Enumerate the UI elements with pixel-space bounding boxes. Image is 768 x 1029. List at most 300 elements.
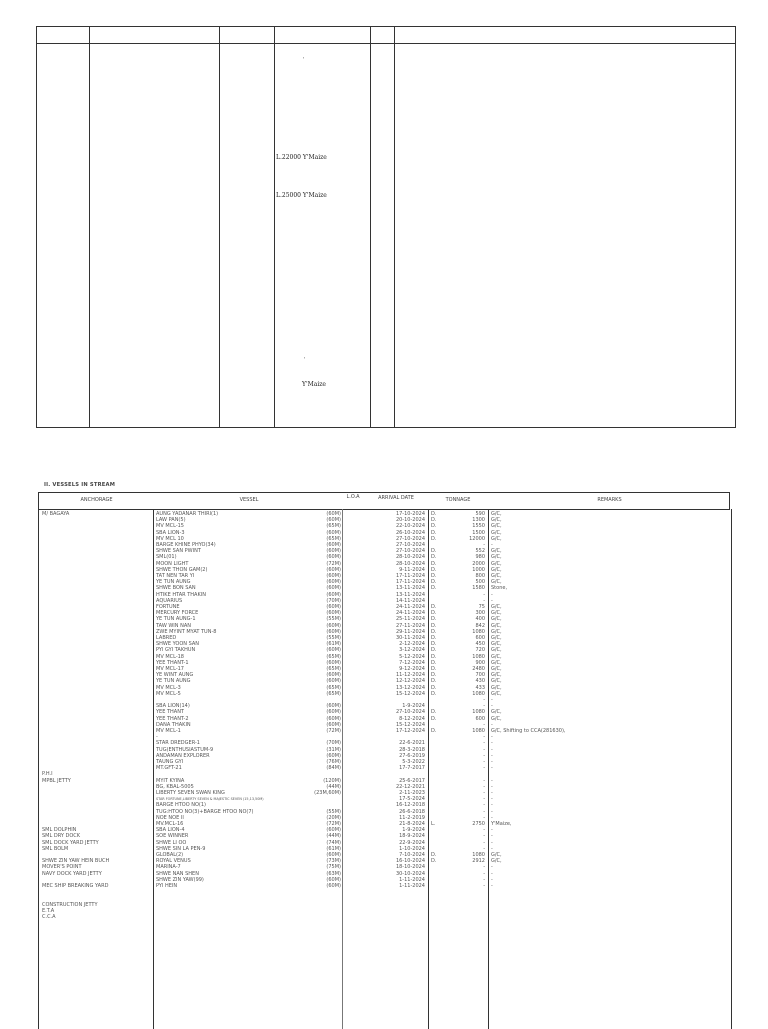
- cell-vessel: SHWE NAN SHEN: [156, 870, 199, 877]
- cell-rem: G/C,: [491, 511, 502, 517]
- maize-note: Y'Maize: [302, 381, 326, 388]
- cell-vessel: YEE THANT-2: [156, 715, 189, 722]
- cell-vessel: LIBERTY SEVEN SWAN KING: [156, 790, 225, 796]
- cell-ton: 430: [475, 678, 485, 685]
- table-row: [39, 796, 731, 802]
- cell-date: 27-10-2024: [395, 542, 425, 548]
- cell-vessel: HTIKE HTAR THAKIN: [156, 591, 206, 598]
- cell-date: 17-5-2024: [399, 796, 425, 803]
- cell-date: 28-10-2024: [395, 554, 425, 561]
- cell-type: D.: [431, 560, 437, 567]
- table-row: [39, 747, 731, 753]
- cell-date: 16-12-2018: [395, 802, 425, 809]
- cell-date: 1-10-2024: [399, 845, 425, 852]
- cell-date: 9-11-2024: [399, 566, 425, 573]
- cell-date: 27-10-2024: [395, 535, 425, 542]
- cell-type: D.: [431, 604, 437, 610]
- header-tonnage: TONNAGE: [445, 497, 471, 503]
- table-row: [39, 765, 731, 771]
- cell-ton: 1500: [472, 529, 485, 536]
- cell-vessel: ZWE MYINT MYAT TUN-8: [156, 628, 217, 635]
- cell-vessel: MV MCL-17: [156, 666, 184, 672]
- table-row: [39, 852, 731, 858]
- table-row: [39, 784, 731, 790]
- cell-date: 15-12-2024: [395, 721, 425, 728]
- cell-loa: (60M): [326, 566, 341, 573]
- cell-date: 5-12-2024: [399, 653, 425, 660]
- top-table-header-line: [37, 43, 735, 44]
- cell-type: D.: [431, 690, 437, 697]
- cell-ton: -: [483, 591, 485, 598]
- table-row: [39, 604, 731, 610]
- cell-date: 1-11-2024: [399, 876, 425, 883]
- cell-vessel: SHWE LI OO: [156, 839, 187, 846]
- cell-date: 24-11-2024: [395, 604, 425, 610]
- cell-loa: (76M): [326, 759, 341, 765]
- cell-rem: G/C,: [491, 659, 502, 666]
- cell-vessel: LAW PAN(5): [156, 517, 186, 524]
- cell-loa: (73M): [326, 858, 341, 865]
- table-row: [39, 734, 731, 740]
- table-row: [39, 666, 731, 672]
- cell-ton: 842: [475, 622, 485, 629]
- cell-date: 1-9-2024: [402, 703, 425, 710]
- cell-date: 17-11-2024: [395, 573, 425, 579]
- cell-date: 5-3-2022: [402, 759, 425, 765]
- cell-rem: G/C,: [491, 647, 502, 654]
- cell-rem: G/C,: [491, 666, 502, 672]
- cell-type: D.: [431, 511, 437, 517]
- cell-loa: (70M): [326, 597, 341, 604]
- cell-loa: (60M): [326, 548, 341, 555]
- anchorage-label: MPBL JETTY: [42, 777, 71, 784]
- cell-rem: G/C,: [491, 690, 502, 697]
- table-row: [39, 660, 731, 666]
- cell-rem: G/C,: [491, 858, 502, 865]
- cell-ton: 500: [475, 579, 485, 586]
- cell-loa: (60M): [326, 511, 341, 517]
- cell-loa: (61M): [326, 845, 341, 852]
- cell-rem: -: [491, 777, 493, 784]
- cell-ton: -: [483, 759, 485, 765]
- cell-rem: -: [491, 808, 493, 815]
- cell-ton: 450: [475, 641, 485, 648]
- table-body: [38, 509, 732, 1029]
- table-row: [39, 536, 731, 542]
- cell-ton: -: [483, 870, 485, 877]
- cell-ton: -: [483, 814, 485, 821]
- cell-date: 22-6-2021: [399, 740, 425, 747]
- table-row: [39, 592, 731, 598]
- cell-rem: G/C,: [491, 616, 502, 623]
- anchorage-label: MEC SHIP BREAKING YARD: [42, 883, 109, 889]
- vessels-in-stream-table: [38, 492, 730, 1024]
- cell-date: 1-11-2024: [399, 883, 425, 889]
- cell-ton: -: [483, 703, 485, 710]
- cell-loa: (44M): [326, 783, 341, 790]
- cell-loa: (23M,60M): [314, 790, 341, 796]
- cell-vessel: AQUARIUS: [156, 597, 183, 604]
- cell-loa: (60M): [326, 542, 341, 548]
- cell-loa: (65M): [326, 653, 341, 660]
- cell-ton: 400: [475, 616, 485, 623]
- cell-loa: (72M): [326, 728, 341, 734]
- cell-ton: -: [483, 802, 485, 809]
- table-row: [39, 809, 731, 815]
- cell-rem: G/C,: [491, 852, 502, 858]
- header-anchorage: ANCHORAGE: [80, 497, 113, 503]
- cell-vessel: ANDAMAN EXPLORER: [156, 752, 210, 759]
- cell-type: D.: [431, 573, 437, 579]
- cell-rem: G/C, Shifting to CCA(281630),: [491, 728, 566, 734]
- cell-rem: -: [491, 752, 493, 759]
- cell-vessel: SML(01): [156, 554, 177, 561]
- cell-loa: (60M): [326, 827, 341, 834]
- table-row: [39, 641, 731, 647]
- table-row: [39, 554, 731, 560]
- cell-vessel: SHWE ZIN YAW(99): [156, 876, 204, 883]
- cell-date: 17-12-2024: [395, 728, 425, 734]
- cell-loa: (74M): [326, 839, 341, 846]
- cell-loa: (65M): [326, 523, 341, 530]
- cell-date: 9-12-2024: [399, 666, 425, 672]
- cell-rem: -: [491, 845, 493, 852]
- cell-ton: 800: [475, 573, 485, 579]
- cell-type: D.: [431, 616, 437, 623]
- cell-date: 28-3-2018: [399, 746, 425, 753]
- table-row: [39, 802, 731, 808]
- cell-ton: -: [483, 721, 485, 728]
- cell-ton: 1080: [472, 728, 485, 734]
- cell-ton: 2912: [472, 858, 485, 865]
- table-row: [39, 610, 731, 616]
- cell-ton: -: [483, 597, 485, 604]
- table-row: [39, 821, 731, 827]
- anchorage-label: NAVY DOCK YARD JETTY: [42, 870, 102, 877]
- cell-date: 7-10-2024: [399, 852, 425, 858]
- cell-date: 30-10-2024: [395, 870, 425, 877]
- cell-type: D.: [431, 647, 437, 654]
- cell-rem: G/C,: [491, 709, 502, 716]
- table-row: [39, 567, 731, 573]
- cell-ton: -: [483, 833, 485, 840]
- cell-date: 3-12-2024: [399, 647, 425, 654]
- cell-rem: -: [491, 870, 493, 877]
- cell-vessel: LABRED: [156, 635, 177, 641]
- cell-ton: 720: [475, 647, 485, 654]
- cell-vessel: YE TUN AUNG-1: [156, 616, 196, 623]
- cell-type: D.: [431, 523, 437, 530]
- cell-loa: (55M): [326, 808, 341, 815]
- cell-rem: G/C,: [491, 610, 502, 617]
- cell-vessel: BARGE HTOO NO(1): [156, 802, 206, 809]
- cell-type: D.: [431, 635, 437, 641]
- cell-rem: -: [491, 790, 493, 796]
- cell-rem: G/C,: [491, 622, 502, 629]
- cell-date: 27-10-2024: [395, 548, 425, 555]
- cell-loa: (60M): [326, 647, 341, 654]
- cell-date: 7-12-2024: [399, 659, 425, 666]
- cell-rem: -: [491, 833, 493, 840]
- cell-date: 14-11-2024: [395, 597, 425, 604]
- cell-ton: 75: [478, 604, 485, 610]
- cell-vessel: MV MCL-15: [156, 523, 184, 530]
- cell-ton: -: [483, 746, 485, 753]
- cell-loa: (63M): [326, 870, 341, 877]
- cell-vessel: MV MCL-1: [156, 728, 181, 734]
- cell-rem: -: [491, 740, 493, 747]
- cell-loa: (60M): [326, 591, 341, 598]
- table-row: [39, 548, 731, 554]
- table-row: [39, 678, 731, 684]
- table-row: [39, 561, 731, 567]
- cell-type: D.: [431, 535, 437, 542]
- cell-rem: G/C,: [491, 641, 502, 648]
- table-row: [39, 635, 731, 641]
- cell-date: 28-10-2024: [395, 560, 425, 567]
- cell-loa: (60M): [326, 610, 341, 617]
- cell-vessel: PYI HEIN: [156, 883, 178, 889]
- cell-loa: (60M): [326, 659, 341, 666]
- table-row: [39, 722, 731, 728]
- cell-date: 22-9-2024: [399, 839, 425, 846]
- cell-type: D.: [431, 554, 437, 561]
- cell-loa: (72M): [326, 821, 341, 827]
- cell-ton: 980: [475, 554, 485, 561]
- cell-rem: G/C,: [491, 628, 502, 635]
- table-row: [39, 771, 731, 777]
- cell-rem: -: [491, 591, 493, 598]
- cell-rem: G/C,: [491, 529, 502, 536]
- cell-type: D.: [431, 852, 437, 858]
- cell-ton: 1080: [472, 690, 485, 697]
- cell-loa: (60M): [326, 573, 341, 579]
- cell-ton: 1000: [472, 566, 485, 573]
- cell-vessel: -: [156, 734, 158, 741]
- cell-date: 30-11-2024: [395, 635, 425, 641]
- cell-rem: -: [491, 883, 493, 889]
- table-row: [39, 703, 731, 709]
- cell-ton: 552: [475, 548, 485, 555]
- cell-vessel: MERCURY FORCE: [156, 610, 199, 617]
- cell-loa: (60M): [326, 876, 341, 883]
- cell-ton: -: [483, 845, 485, 852]
- table-row: [39, 716, 731, 722]
- table-row: [39, 759, 731, 765]
- cell-type: D.: [431, 622, 437, 629]
- cell-vessel: SHWE THON GAM(2): [156, 566, 208, 573]
- cell-type: D.: [431, 728, 437, 734]
- cell-date: 15-12-2024: [395, 690, 425, 697]
- cell-ton: -: [483, 864, 485, 871]
- top-table-divider: [394, 27, 395, 427]
- anchorage-label: CONSTRUCTION JETTY: [42, 901, 98, 908]
- cell-loa: (60M): [326, 579, 341, 586]
- cell-vessel: FORTUNE: [156, 604, 180, 610]
- cell-ton: 1550: [472, 523, 485, 530]
- cell-loa: (44M): [326, 833, 341, 840]
- table-row: [39, 871, 731, 877]
- cell-vessel: TAT NEN TAR YI: [156, 573, 195, 579]
- cell-loa: (60M): [326, 703, 341, 710]
- anchorage-label: SML DOCK YARD JETTY: [42, 839, 99, 846]
- cell-vessel: SOE WINNER: [156, 833, 189, 840]
- cell-vessel: BARGE KHINE PHYO(34): [156, 542, 216, 548]
- cell-loa: (60M): [326, 517, 341, 524]
- cell-loa: (61M): [326, 641, 341, 648]
- cell-vessel: BG, KBAL-5005: [156, 783, 194, 790]
- cell-date: 27-10-2024: [395, 709, 425, 716]
- table-row: [39, 815, 731, 821]
- table-row: [39, 579, 731, 585]
- anchorage-label: M/ BAGAYA: [42, 511, 70, 517]
- cell-ton: -: [483, 752, 485, 759]
- table-row: [39, 616, 731, 622]
- table-row: [39, 523, 731, 529]
- cell-ton: -: [483, 734, 485, 741]
- cell-rem: -: [491, 796, 493, 803]
- cell-vessel: AUNG YADANAR THIRI(1): [156, 511, 219, 517]
- cell-rem: -: [491, 876, 493, 883]
- table-row: [39, 629, 731, 635]
- cell-loa: (60M): [326, 721, 341, 728]
- table-row: [39, 709, 731, 715]
- table-row: [39, 542, 731, 548]
- cell-loa: (60M): [326, 604, 341, 610]
- cell-rem: Y'Maize,: [491, 821, 512, 827]
- cell-loa: (55M): [326, 635, 341, 641]
- cell-loa: (65M): [326, 684, 341, 691]
- cell-vessel: STAR FORTUNE,LIBERTY SEVEN & MAJESTIC SEVEN (15,13,50M): [156, 797, 264, 802]
- header-loa: L.O.A: [346, 494, 360, 500]
- cell-loa: (60M): [326, 852, 341, 858]
- cell-loa: (72M): [326, 560, 341, 567]
- cell-vessel: MARINA-7: [156, 864, 181, 871]
- cell-type: D.: [431, 579, 437, 586]
- maize-note: L.25000 Y'Maize: [276, 192, 327, 199]
- cell-vessel: SBA LION-3: [156, 529, 185, 536]
- anchorage-label: E.T.A: [42, 907, 55, 914]
- cell-ton: -: [483, 697, 485, 703]
- table-row: [39, 728, 731, 734]
- cell-ton: 1300: [472, 517, 485, 524]
- cell-loa: (60M): [326, 554, 341, 561]
- cell-loa: (120M): [323, 777, 341, 784]
- cell-date: 26-10-2024: [395, 529, 425, 536]
- cell-vessel: MV MCL 10: [156, 535, 184, 542]
- cell-rem: -: [491, 802, 493, 809]
- cell-ton: 900: [475, 659, 485, 666]
- cell-loa: (60M): [326, 672, 341, 679]
- cell-ton: -: [483, 783, 485, 790]
- cell-date: 24-11-2024: [395, 610, 425, 617]
- cell-type: D.: [431, 858, 437, 865]
- cell-type: D.: [431, 517, 437, 524]
- cell-vessel: MV MCL-3: [156, 684, 181, 691]
- top-tick-mark: ': [303, 57, 305, 63]
- cell-vessel: PYI GYI TAKHUN: [156, 647, 196, 654]
- cell-ton: 700: [475, 672, 485, 679]
- cell-date: 13-12-2024: [395, 684, 425, 691]
- table-row: [39, 883, 731, 889]
- cell-date: 20-10-2024: [395, 517, 425, 524]
- cell-rem: -: [491, 827, 493, 834]
- cell-date: 21-8-2024: [399, 821, 425, 827]
- table-row: [39, 647, 731, 653]
- cell-vessel: MT.GFT-21: [156, 765, 182, 772]
- cell-vessel: MYIT KYINA: [156, 777, 185, 784]
- cell-vessel: TAUNG GYI: [156, 759, 184, 765]
- cell-date: 16-10-2024: [395, 858, 425, 865]
- cell-rem: Stone,: [491, 585, 508, 592]
- cell-ton: -: [483, 827, 485, 834]
- cell-rem: G/C,: [491, 573, 502, 579]
- cell-loa: (31M): [326, 746, 341, 753]
- table-row: [39, 685, 731, 691]
- cell-loa: (60M): [326, 709, 341, 716]
- cell-ton: 2000: [472, 560, 485, 567]
- cell-vessel: YE TUN AUNG: [156, 579, 191, 586]
- cell-rem: -: [491, 783, 493, 790]
- cell-type: D.: [431, 672, 437, 679]
- cell-ton: -: [483, 542, 485, 548]
- cell-date: 2-12-2024: [399, 641, 425, 648]
- cell-type: L.: [431, 821, 436, 827]
- anchorage-label: SML DOLPHIN: [42, 827, 77, 834]
- cell-type: D.: [431, 641, 437, 648]
- cell-loa: (60M): [326, 678, 341, 685]
- cell-ton: -: [483, 790, 485, 796]
- cell-rem: G/C,: [491, 604, 502, 610]
- top-tick-mark: ': [304, 357, 306, 363]
- cell-date: 8-12-2024: [399, 715, 425, 722]
- cell-date: 13-11-2024: [395, 585, 425, 592]
- cell-vessel: ROYAL VENUS: [156, 858, 191, 865]
- cell-ton: 600: [475, 635, 485, 641]
- cell-loa: (60M): [326, 752, 341, 759]
- cell-ton: -: [483, 777, 485, 784]
- cell-date: 22-12-2021: [395, 783, 425, 790]
- cell-date: 13-11-2024: [395, 591, 425, 598]
- cell-loa: (65M): [326, 666, 341, 672]
- cell-ton: -: [483, 740, 485, 747]
- cell-type: D.: [431, 659, 437, 666]
- anchorage-label: SHWE ZIN YAW HEIN BUCH: [42, 858, 110, 865]
- table-row: [39, 511, 731, 517]
- cell-vessel: TUG:HTOO NO(3)+BARGE HTOO NO(7): [156, 808, 254, 815]
- table-row: [39, 864, 731, 870]
- cell-type: D.: [431, 678, 437, 685]
- cell-loa: (60M): [326, 715, 341, 722]
- cell-vessel: SHWE BON SAN: [156, 585, 196, 592]
- cell-ton: 600: [475, 715, 485, 722]
- table-row: [39, 833, 731, 839]
- anchorage-label: P.H.I: [42, 771, 53, 778]
- cell-loa: (65M): [326, 690, 341, 697]
- cell-ton: -: [483, 796, 485, 803]
- cell-rem: G/C,: [491, 579, 502, 586]
- cell-rem: G/C,: [491, 523, 502, 530]
- table-row: [39, 585, 731, 591]
- cell-date: 25-6-2017: [399, 777, 425, 784]
- anchorage-label: C.C.A: [42, 914, 56, 920]
- cell-ton: 1080: [472, 628, 485, 635]
- cell-rem: -: [491, 703, 493, 710]
- cell-date: 17-11-2024: [395, 579, 425, 586]
- cell-rem: G/C,: [491, 566, 502, 573]
- table-row: [39, 846, 731, 852]
- cell-ton: 590: [475, 511, 485, 517]
